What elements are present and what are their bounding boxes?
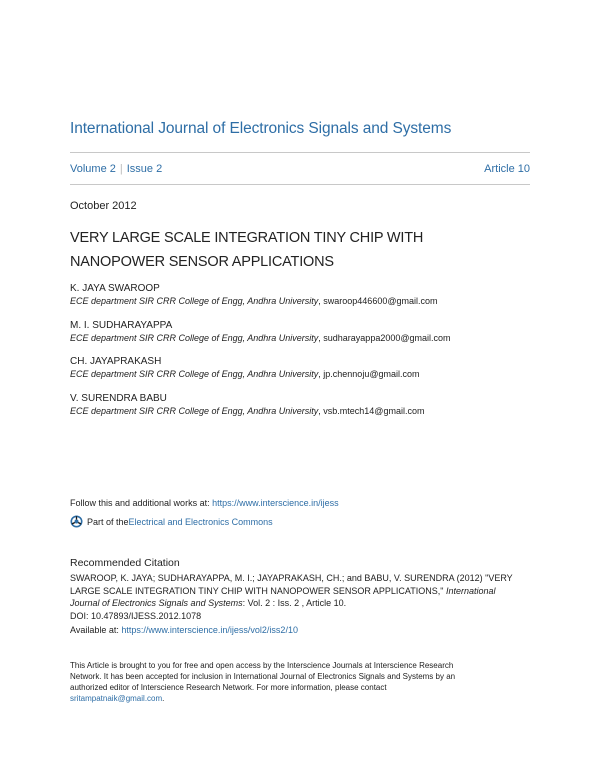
- journal-title[interactable]: International Journal of Electronics Signals and Systems: [70, 120, 452, 137]
- citation-line-2: [70, 585, 535, 598]
- divider-bottom: [70, 184, 530, 185]
- volume-issue-row: [70, 163, 530, 175]
- author-name: V. SURENDRA BABU: [70, 393, 167, 404]
- author-name: CH. JAYAPRAKASH: [70, 356, 162, 367]
- citation-body: [70, 572, 535, 622]
- commons-network-icon: [70, 515, 83, 528]
- author-email: , swaroop446600@gmail.com: [318, 296, 438, 306]
- follow-text: Follow this and additional works at:: [70, 498, 213, 508]
- citation-title-text: LARGE SCALE INTEGRATION TINY CHIP WITH NANOPOWER SENSOR APPLICATIONS,": [70, 585, 446, 596]
- paper-title: [70, 226, 540, 274]
- article-number[interactable]: Article 10: [484, 163, 530, 175]
- author-email: , jp.chennoju@gmail.com: [318, 369, 420, 379]
- available-at-line: [70, 625, 298, 635]
- paper-title-line-1: VERY LARGE SCALE INTEGRATION TINY CHIP WITH: [70, 230, 424, 246]
- citation-volume: : Vol. 2 : Iss. 2 , Article 10.: [242, 598, 347, 608]
- affiliation-text: ECE department SIR CRR College of Engg, Andhra University: [70, 296, 319, 306]
- part-of-text: Part of the: [87, 516, 129, 527]
- author-name: M. I. SUDHARAYAPPA: [70, 320, 173, 331]
- follow-line: [70, 498, 339, 508]
- author-block: [70, 355, 540, 381]
- author-affiliation: [70, 368, 540, 381]
- available-label: Available at:: [70, 625, 122, 635]
- citation-heading: Recommended Citation: [70, 557, 180, 569]
- commons-link[interactable]: Electrical and Electronics Commons: [128, 516, 273, 527]
- author-name: K. JAYA SWAROOP: [70, 283, 160, 294]
- footer-notice: [70, 660, 510, 704]
- citation-journal-a: International: [445, 585, 496, 596]
- citation-journal-b: Journal of Electronics Signals and Systems: [70, 598, 243, 608]
- author-email: , vsb.mtech14@gmail.com: [318, 406, 425, 416]
- affiliation-text: ECE department SIR CRR College of Engg, Andhra University: [70, 369, 319, 379]
- affiliation-text: ECE department SIR CRR College of Engg, Andhra University: [70, 333, 319, 343]
- citation-line-3: [70, 597, 535, 610]
- publication-date: October 2012: [70, 200, 137, 212]
- author-affiliation: [70, 332, 540, 345]
- author-block: [70, 282, 540, 308]
- footer-line-2: Network. It has been accepted for inclusion in International Journal of Electronics Signals and Systems by an: [70, 672, 456, 681]
- author-affiliation: [70, 405, 540, 418]
- available-link[interactable]: https://www.interscience.in/ijess/vol2/iss2/10: [121, 625, 298, 635]
- footer-line-4: [70, 693, 510, 704]
- part-of-line: [70, 515, 273, 528]
- author-affiliation: [70, 295, 540, 308]
- footer-line-3: authorized editor of Interscience Research Network. For more information, please contact: [70, 683, 387, 692]
- footer-line-1: This Article is brought to you for free and open access by the Interscience Journals at Interscience Research: [70, 661, 454, 670]
- divider-top: [70, 152, 530, 153]
- contact-email-link[interactable]: sritampatnaik@gmail.com: [70, 694, 163, 703]
- issue-link[interactable]: Issue 2: [126, 163, 163, 175]
- footer-period: .: [162, 694, 165, 703]
- citation-line-1: SWAROOP, K. JAYA; SUDHARAYAPPA, M. I.; JAYAPRAKASH, CH.; and BABU, V. SURENDRA (2012) "VERY: [70, 573, 513, 583]
- author-block: [70, 392, 540, 418]
- separator: |: [119, 163, 123, 175]
- author-block: [70, 319, 540, 345]
- paper-title-line-2: NANOPOWER SENSOR APPLICATIONS: [70, 254, 334, 270]
- volume-link[interactable]: Volume 2: [70, 163, 116, 175]
- citation-doi: DOI: 10.47893/IJESS.2012.1078: [70, 610, 202, 621]
- affiliation-text: ECE department SIR CRR College of Engg, Andhra University: [70, 406, 319, 416]
- follow-link[interactable]: https://www.interscience.in/ijess: [212, 498, 339, 508]
- author-email: , sudharayappa2000@gmail.com: [318, 333, 451, 343]
